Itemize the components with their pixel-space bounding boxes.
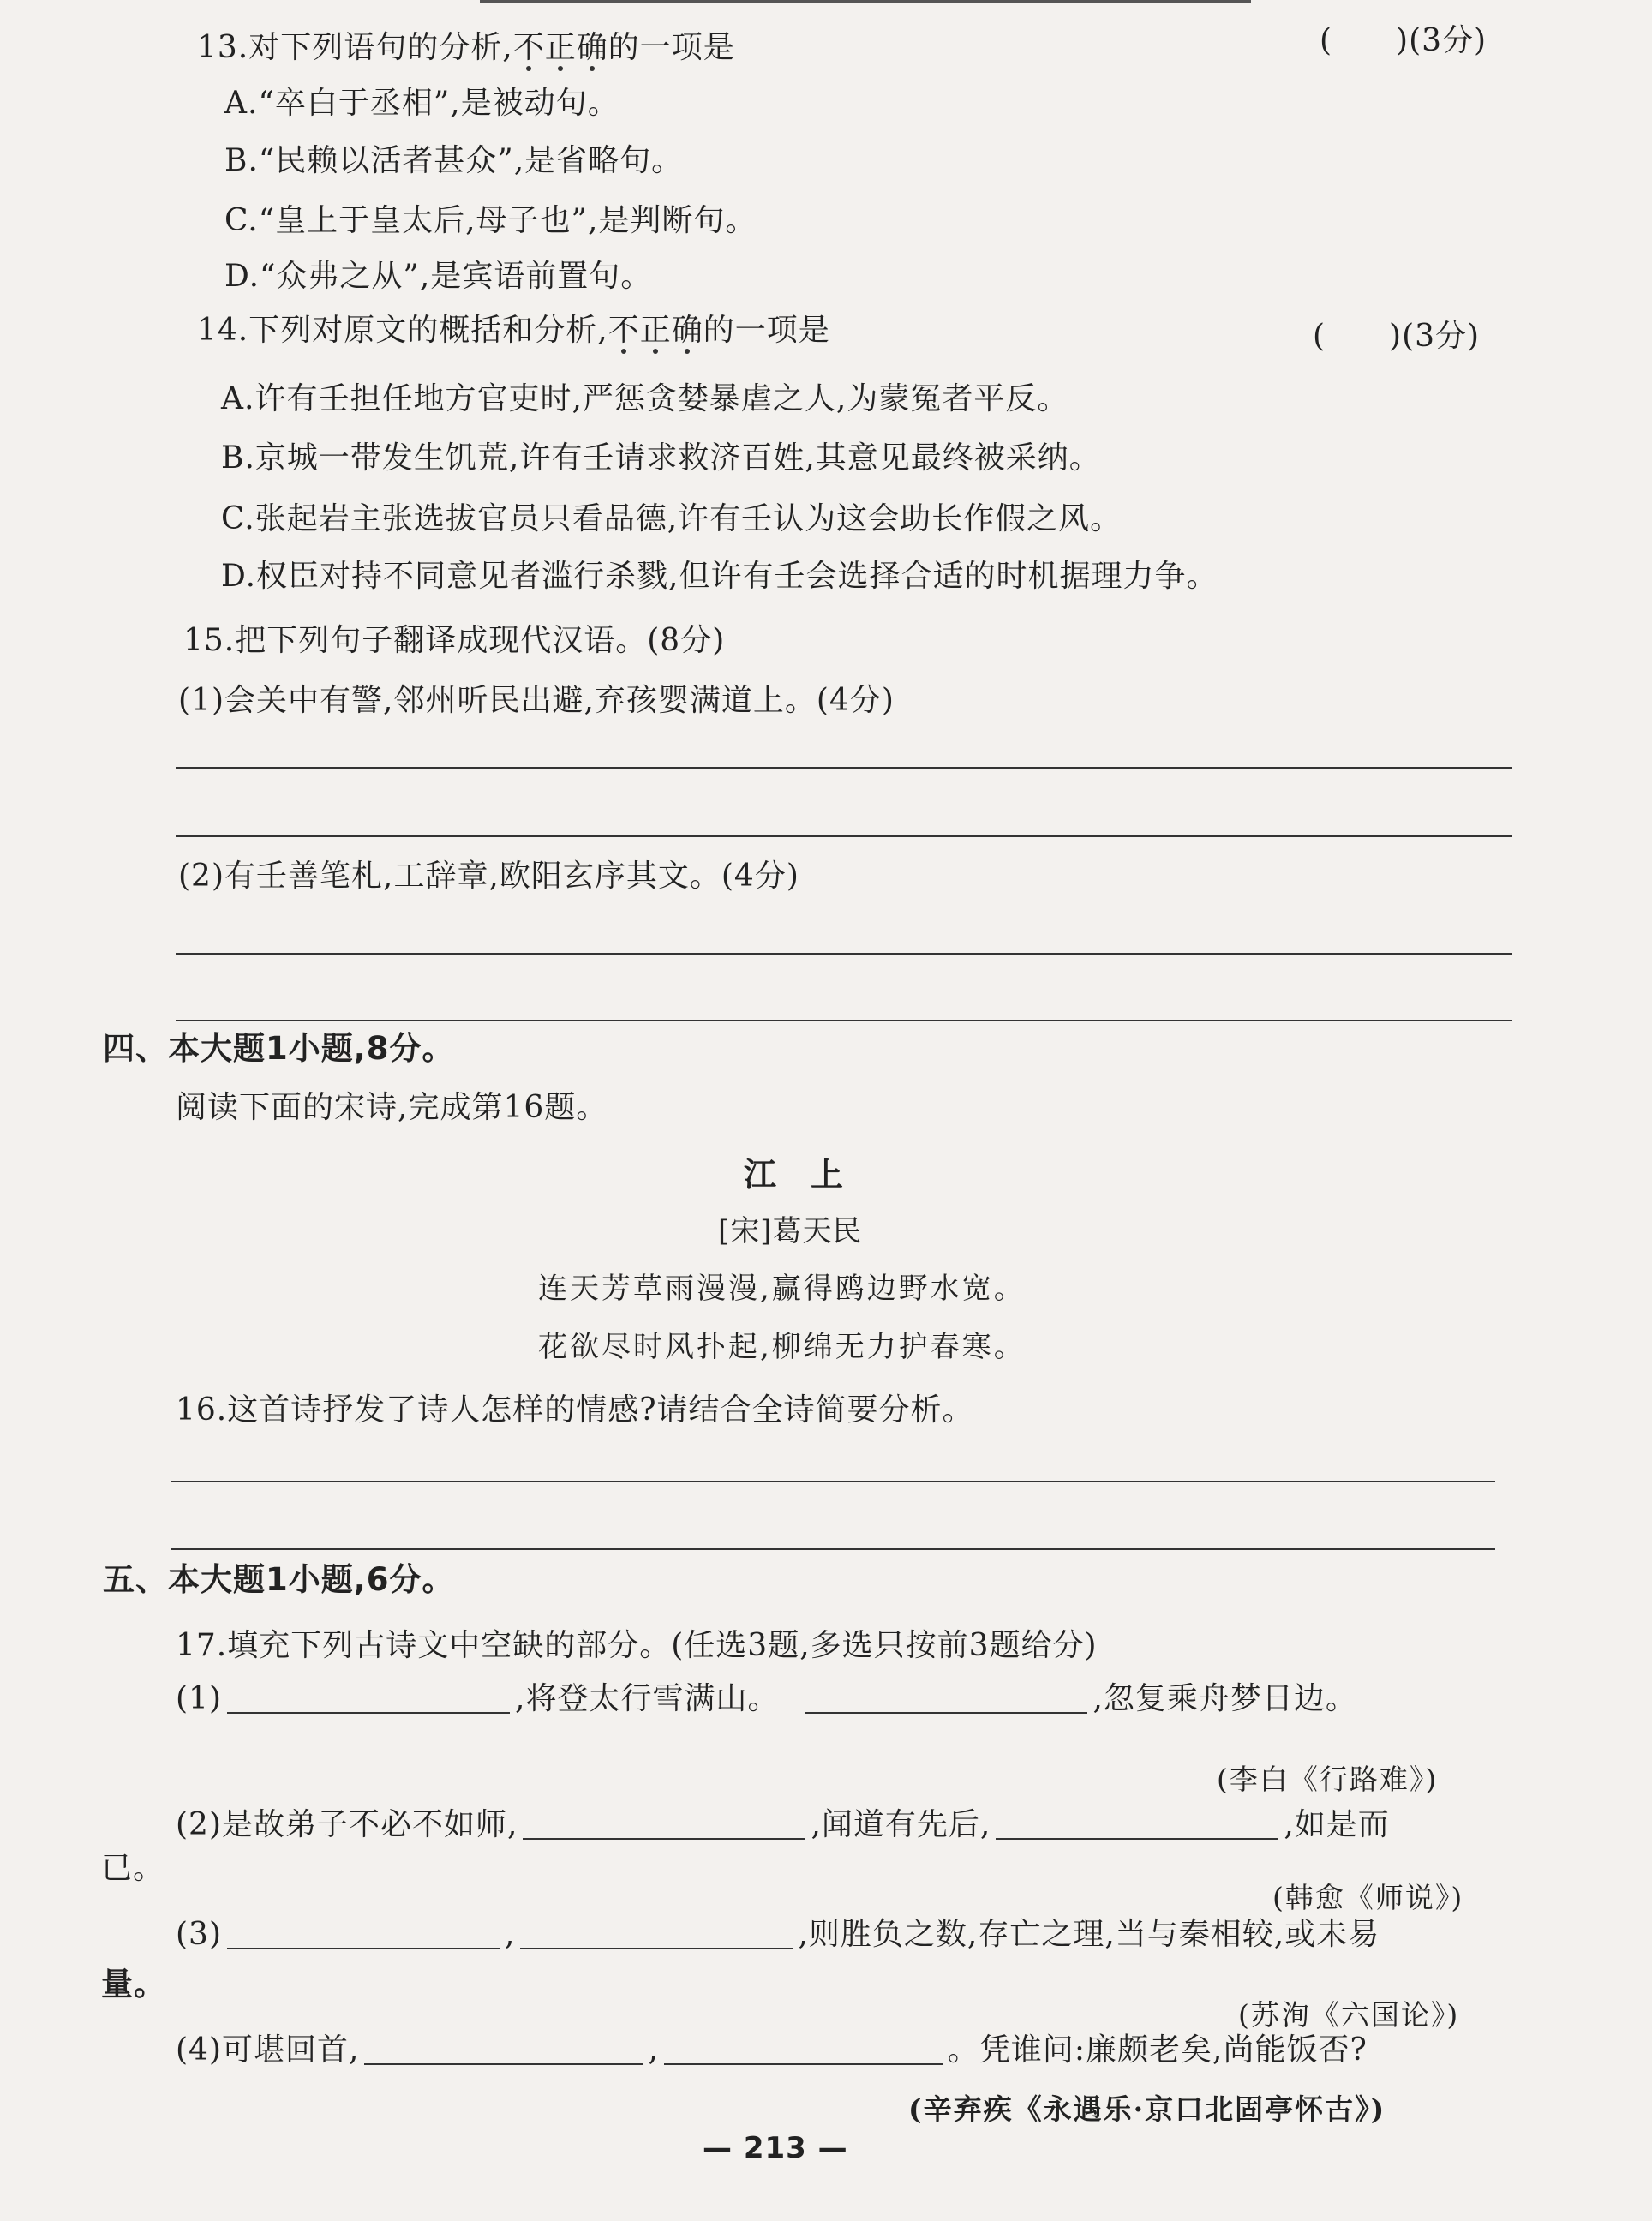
q15-item-2: (2)有壬善笔札,工辞章,欧阳玄序其文。(4分) xyxy=(178,859,799,894)
q17-item-2-source: (韩愈《师说》) xyxy=(1272,1881,1464,1914)
q17-item-2: (2)是故弟子不必不如师, ,闻道有先后, ,如是而 xyxy=(176,1807,1390,1842)
top-edge-line xyxy=(480,0,1251,3)
fill-blank[interactable] xyxy=(227,1924,500,1949)
answer-line[interactable] xyxy=(176,767,1512,769)
answer-line[interactable] xyxy=(176,1020,1512,1021)
fill-blank[interactable] xyxy=(664,2039,943,2065)
section-4-heading: 四、本大题1小题,8分。 xyxy=(103,1030,455,1067)
emphasis-dot-char: 不 xyxy=(608,313,640,348)
q17-stem: 17.填充下列古诗文中空缺的部分。(任选3题,多选只按前3题给分) xyxy=(176,1628,1098,1663)
answer-line[interactable] xyxy=(171,1481,1495,1482)
q14-score: ( )(3分) xyxy=(1313,319,1481,354)
fill-blank[interactable] xyxy=(364,2039,643,2065)
q14-stem: 14.下列对原文的概括和分析,不正确的一项是 xyxy=(197,313,830,348)
q13-option-d: D.“众弗之从”,是宾语前置句。 xyxy=(224,259,653,294)
q13-option-c: C.“皇上于皇太后,母子也”,是判断句。 xyxy=(224,203,757,238)
page-number: — 213 — xyxy=(703,2131,848,2165)
emphasis-dot-char: 确 xyxy=(671,313,703,348)
emphasis-dot-char: 正 xyxy=(544,30,577,65)
q17-item-2-tail: 已。 xyxy=(101,1851,165,1886)
emphasis-dot-char: 不 xyxy=(512,30,545,65)
q17-item-1-source: (李白《行路难》) xyxy=(1217,1763,1439,1796)
section-5-heading: 五、本大题1小题,6分。 xyxy=(103,1561,455,1598)
q13-stem: 13.对下列语句的分析,不正确的一项是 xyxy=(197,30,735,65)
q14-option-c: C.张起岩主张选拔官员只看品德,许有壬认为这会助长作假之风。 xyxy=(221,501,1122,536)
fill-blank[interactable] xyxy=(520,1924,793,1949)
fill-blank[interactable] xyxy=(805,1688,1087,1714)
q14-option-b: B.京城一带发生饥荒,许有壬请求救济百姓,其意见最终被采纳。 xyxy=(221,440,1101,476)
q17-item-3-tail: 量。 xyxy=(101,1966,166,2002)
q17-item-4: (4)可堪回首, , 。凭谁问:廉颇老矣,尚能饭否? xyxy=(176,2032,1368,2068)
poem-line-2: 花欲尽时风扑起,柳绵无力护春寒。 xyxy=(538,1330,1026,1364)
answer-line[interactable] xyxy=(171,1548,1495,1550)
poem-author: [宋]葛天民 xyxy=(718,1214,863,1248)
fill-blank[interactable] xyxy=(227,1688,510,1714)
fill-blank[interactable] xyxy=(996,1814,1278,1840)
fill-blank[interactable] xyxy=(523,1814,805,1840)
poem-title: 江 上 xyxy=(744,1156,845,1194)
q15-stem: 15.把下列句子翻译成现代汉语。(8分) xyxy=(183,623,726,658)
answer-line[interactable] xyxy=(176,835,1512,837)
q17-item-3: (3) , ,则胜负之数,存亡之理,当与秦相较,或未易 xyxy=(176,1917,1380,1952)
q15-item-1: (1)会关中有警,邻州听民出避,弃孩婴满道上。(4分) xyxy=(178,683,895,718)
emphasis-dot-char: 确 xyxy=(576,30,608,65)
emphasis-dot-char: 正 xyxy=(639,313,672,348)
q14-option-a: A.许有壬担任地方官吏时,严惩贪婪暴虐之人,为蒙冤者平反。 xyxy=(221,381,1069,416)
q13-option-b: B.“民赖以活者甚众”,是省略句。 xyxy=(224,143,684,178)
q17-item-1: (1) ,将登太行雪满山。 ,忽复乘舟梦日边。 xyxy=(176,1681,1357,1716)
answer-line[interactable] xyxy=(176,953,1512,955)
q13-score: ( )(3分) xyxy=(1320,23,1487,58)
q14-option-d: D.权臣对持不同意见者滥行杀戮,但许有壬会选择合适的时机据理力争。 xyxy=(221,559,1218,594)
q17-item-4-source: (辛弃疾《永遇乐·京口北固亭怀古》) xyxy=(908,2092,1386,2126)
poem-line-1: 连天芳草雨漫漫,赢得鸥边野水宽。 xyxy=(538,1272,1026,1306)
q17-item-3-source: (苏洵《六国论》) xyxy=(1238,1998,1460,2032)
q16-stem: 16.这首诗抒发了诗人怎样的情感?请结合全诗简要分析。 xyxy=(176,1392,974,1428)
q13-option-a: A.“卒白于丞相”,是被动句。 xyxy=(224,86,620,121)
section-4-intro: 阅读下面的宋诗,完成第16题。 xyxy=(176,1090,608,1125)
